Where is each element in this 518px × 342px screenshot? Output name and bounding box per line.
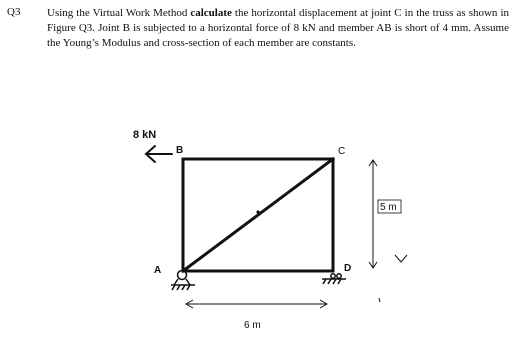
pin-support-a <box>171 271 195 291</box>
side-marks <box>379 255 407 302</box>
truss-members <box>183 159 333 271</box>
question-text-end: the horizontal displacement at joint C in the truss as shown in Figure Q3. Joint B is subjected to a horizontal force of 8 kN and member AB is short of 4 mm. Assume the Young’s Modulus and cross-section of each member are constants. <box>47 7 510 49</box>
question-number: Q3 <box>7 6 21 18</box>
joint-a-label: A <box>154 265 162 276</box>
joint-c-label: C <box>338 146 346 157</box>
width-dimension <box>186 300 327 308</box>
question-keyword: calculate <box>190 7 232 19</box>
diagonal-mark <box>256 210 259 213</box>
joint-d-label: D <box>344 263 352 274</box>
height-dimension <box>369 160 377 268</box>
width-label: 6 m <box>244 320 261 331</box>
load-arrow <box>146 146 172 162</box>
height-label: 5 m <box>380 202 397 213</box>
load-label: 8 kN <box>133 129 157 141</box>
joint-b-label: B <box>176 145 184 156</box>
roller-support-d <box>322 274 346 284</box>
question-text-start: Using the Virtual Work Method <box>47 7 191 19</box>
member-ac <box>183 159 333 271</box>
